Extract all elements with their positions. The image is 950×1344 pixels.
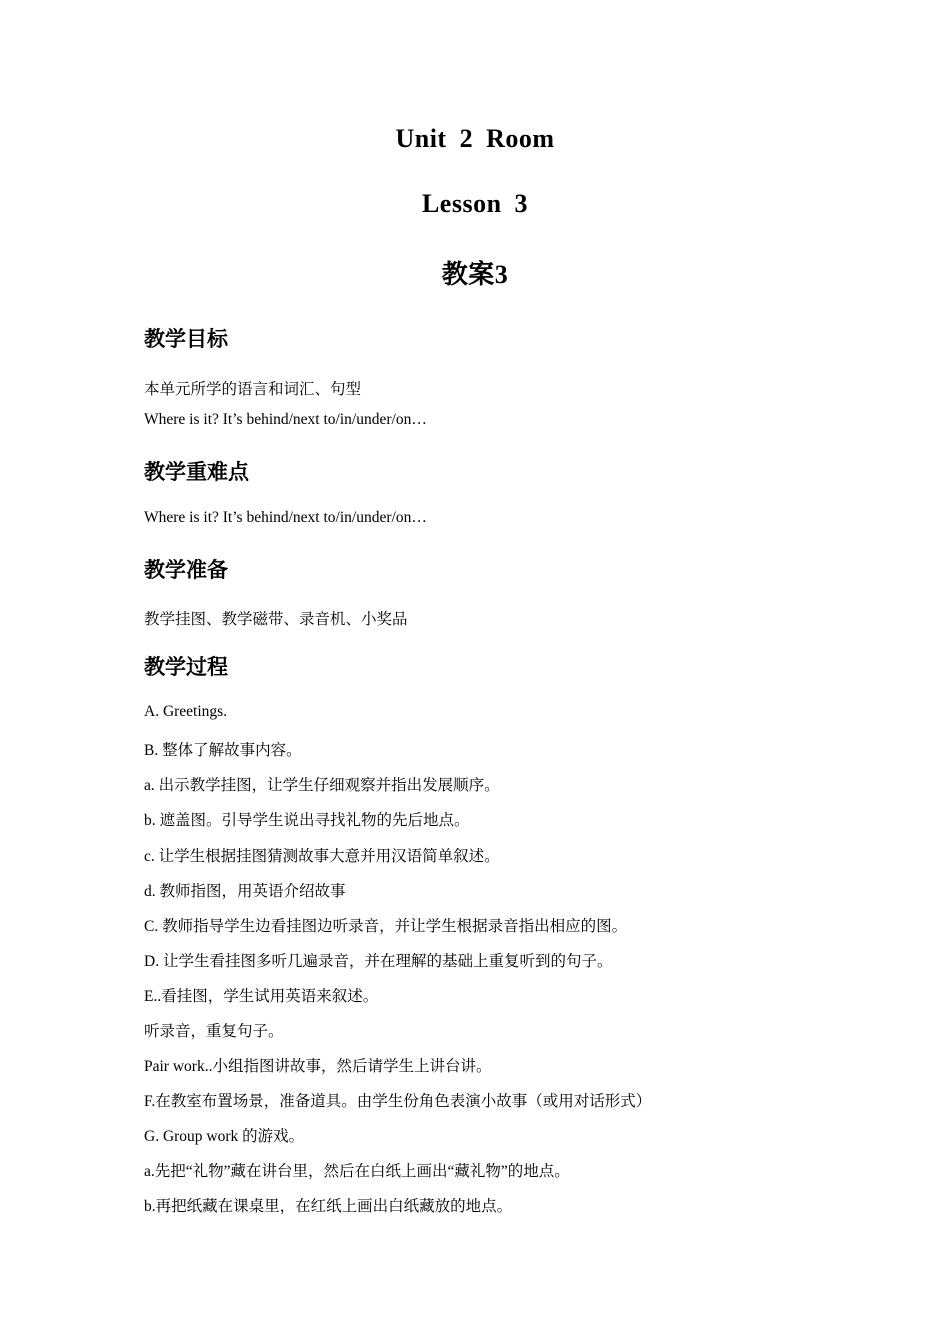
process-line: d. 教师指图，用英语介绍故事 bbox=[144, 883, 346, 900]
lesson-title: Lesson 3 bbox=[421, 189, 529, 218]
plan-title: 教案3 bbox=[441, 260, 509, 289]
unit-title: Unit 2 Room bbox=[395, 124, 555, 153]
preparation-line: 教学挂图、教学磁带、录音机、小奖品 bbox=[144, 611, 408, 628]
goals-line: Where is it? It’s behind/next to/in/under/on… bbox=[144, 411, 427, 428]
process-line: c. 让学生根据挂图猜测故事大意并用汉语简单叙述。 bbox=[144, 848, 500, 865]
process-line: a. 出示教学挂图，让学生仔细观察并指出发展顺序。 bbox=[144, 777, 500, 794]
process-line: b. 遮盖图。引导学生说出寻找礼物的先后地点。 bbox=[144, 812, 470, 829]
process-line: a.先把“礼物”藏在讲台里，然后在白纸上画出“藏礼物”的地点。 bbox=[144, 1163, 570, 1180]
process-line: E..看挂图，学生试用英语来叙述。 bbox=[144, 988, 379, 1005]
process-line: C. 教师指导学生边看挂图边听录音，并让学生根据录音指出相应的图。 bbox=[144, 918, 628, 935]
process-heading: 教学过程 bbox=[144, 655, 228, 679]
key-points-line: Where is it? It’s behind/next to/in/under/on… bbox=[144, 509, 427, 526]
process-line: D. 让学生看挂图多听几遍录音，并在理解的基础上重复听到的句子。 bbox=[144, 953, 613, 970]
process-line: F.在教室布置场景，准备道具。由学生份角色表演小故事（或用对话形式） bbox=[144, 1093, 652, 1110]
process-line: B. 整体了解故事内容。 bbox=[144, 742, 302, 759]
process-line: Pair work..小组指图讲故事，然后请学生上讲台讲。 bbox=[144, 1058, 492, 1075]
process-line: 听录音，重复句子。 bbox=[144, 1023, 284, 1040]
goals-heading: 教学目标 bbox=[144, 327, 228, 351]
process-line: b.再把纸藏在课桌里，在红纸上画出白纸藏放的地点。 bbox=[144, 1198, 513, 1215]
preparation-heading: 教学准备 bbox=[144, 558, 228, 582]
goals-line: 本单元所学的语言和词汇、句型 bbox=[144, 381, 362, 398]
process-line: A. Greetings. bbox=[144, 703, 228, 720]
key-points-heading: 教学重难点 bbox=[144, 460, 249, 484]
process-line: G. Group work 的游戏。 bbox=[144, 1128, 305, 1145]
